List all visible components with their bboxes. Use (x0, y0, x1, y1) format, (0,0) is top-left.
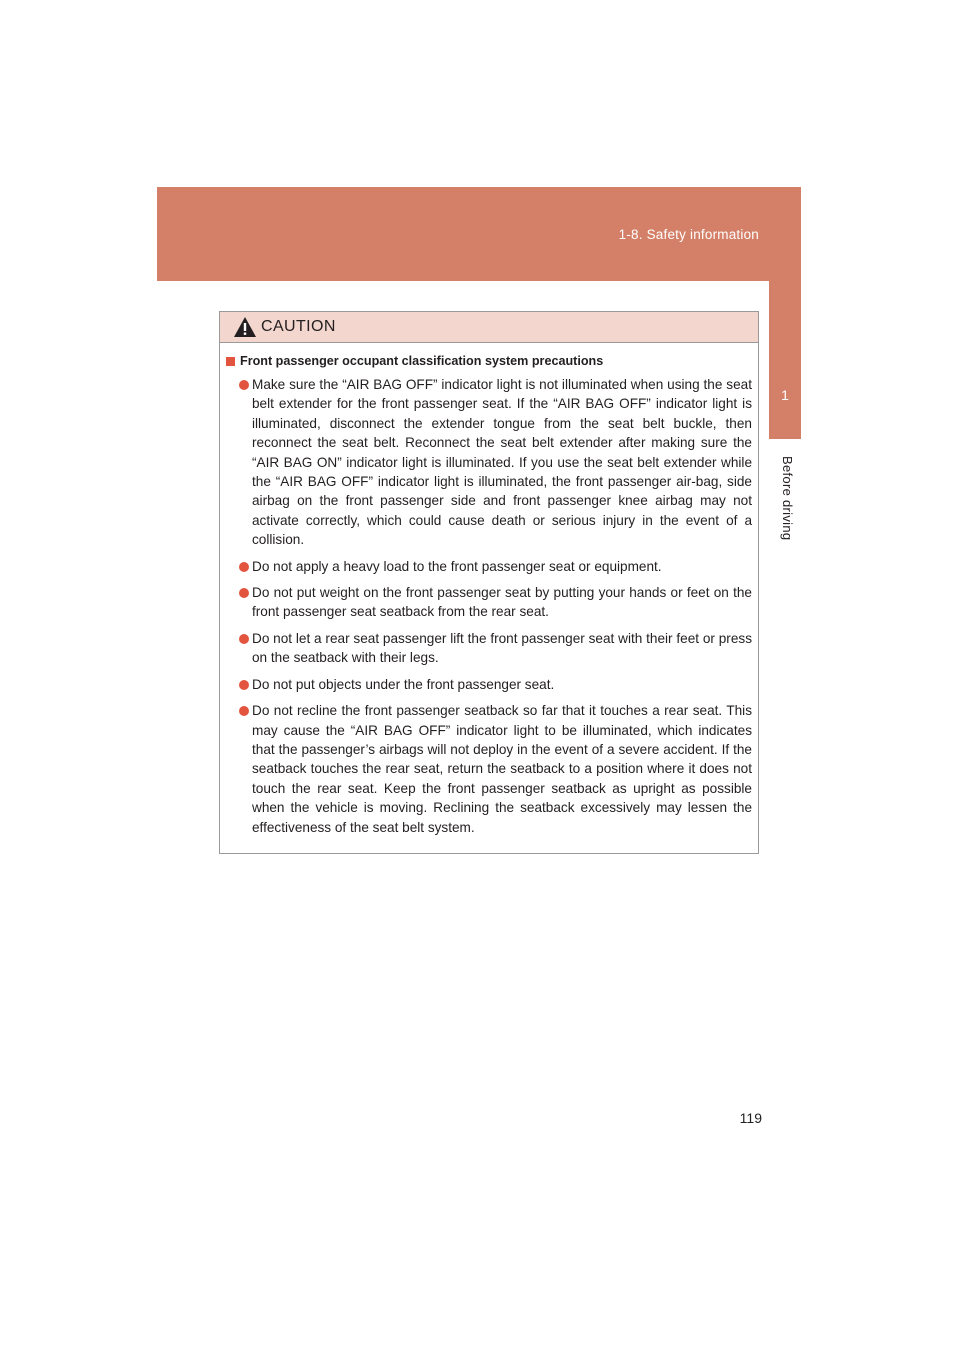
caution-box (219, 311, 759, 854)
list-item-text: Make sure the “AIR BAG OFF” indicator light is not illuminated when using the seat belt extender for the front passenger seat. If the “AIR BAG OFF” indicator light is illuminated, disconnect the extender tongue from the seat belt buckle, then reconnect the seat belt. Reconnect the seat belt extender after making sure the “AIR BAG ON” indicator light is illuminated. If you use the seat belt extender while the “AIR BAG OFF” indicator light is illuminated, the front passenger air-bag, side airbag on the front passenger side and front passenger knee airbag may not activate correctly, which could cause death or serious injury in the event of a collision. (252, 377, 752, 548)
caution-list (226, 375, 752, 837)
caution-title: CAUTION (261, 318, 336, 335)
list-item-text: Do not recline the front passenger seatback so far that it touches a rear seat. This may cause the “AIR BAG OFF” indicator light to be illuminated, which indicates that the passenger’s airbags will not deploy in the event of a severe accident. If the seatback touches the rear seat, return the seatback to a position where it does not touch the rear seat. Keep the front passenger seatback as upright as possible when the vehicle is moving. Reclining the seatback excessively may lessen the effectiveness of the seat belt system. (252, 703, 752, 835)
list-item-text: Do not put objects under the front passenger seat. (252, 676, 555, 692)
list-item-text: Do not apply a heavy load to the front passenger seat or equipment. (252, 558, 662, 574)
header-band (157, 187, 801, 281)
caution-body (220, 343, 758, 837)
round-bullet-icon (239, 634, 249, 644)
list-item (226, 675, 752, 694)
square-bullet-icon (226, 357, 235, 366)
round-bullet-icon (239, 680, 249, 690)
caution-topic (226, 354, 752, 368)
chapter-number: 1 (781, 387, 789, 403)
warning-triangle-icon (233, 316, 257, 338)
chapter-label: Before driving (780, 456, 795, 541)
list-item (226, 375, 752, 550)
section-title: 1-8. Safety information (618, 227, 759, 242)
round-bullet-icon (239, 380, 249, 390)
page-number: 119 (739, 1110, 762, 1126)
round-bullet-icon (239, 562, 249, 572)
chapter-tab (769, 281, 801, 439)
list-item-text: Do not put weight on the front passenger seat by putting your hands or feet on the front passenger seat seatback from the rear seat. (252, 585, 752, 620)
list-item (226, 557, 752, 576)
round-bullet-icon (239, 706, 249, 716)
list-item-text: Do not let a rear seat passenger lift the front passenger seat with their feet or press on the seatback with their legs. (252, 630, 752, 666)
round-bullet-icon (239, 588, 249, 598)
caution-topic-text: Front passenger occupant classification system precautions (240, 354, 604, 368)
list-item (226, 701, 752, 837)
caution-header (220, 312, 758, 343)
list-item (226, 583, 752, 622)
list-item (226, 629, 752, 668)
